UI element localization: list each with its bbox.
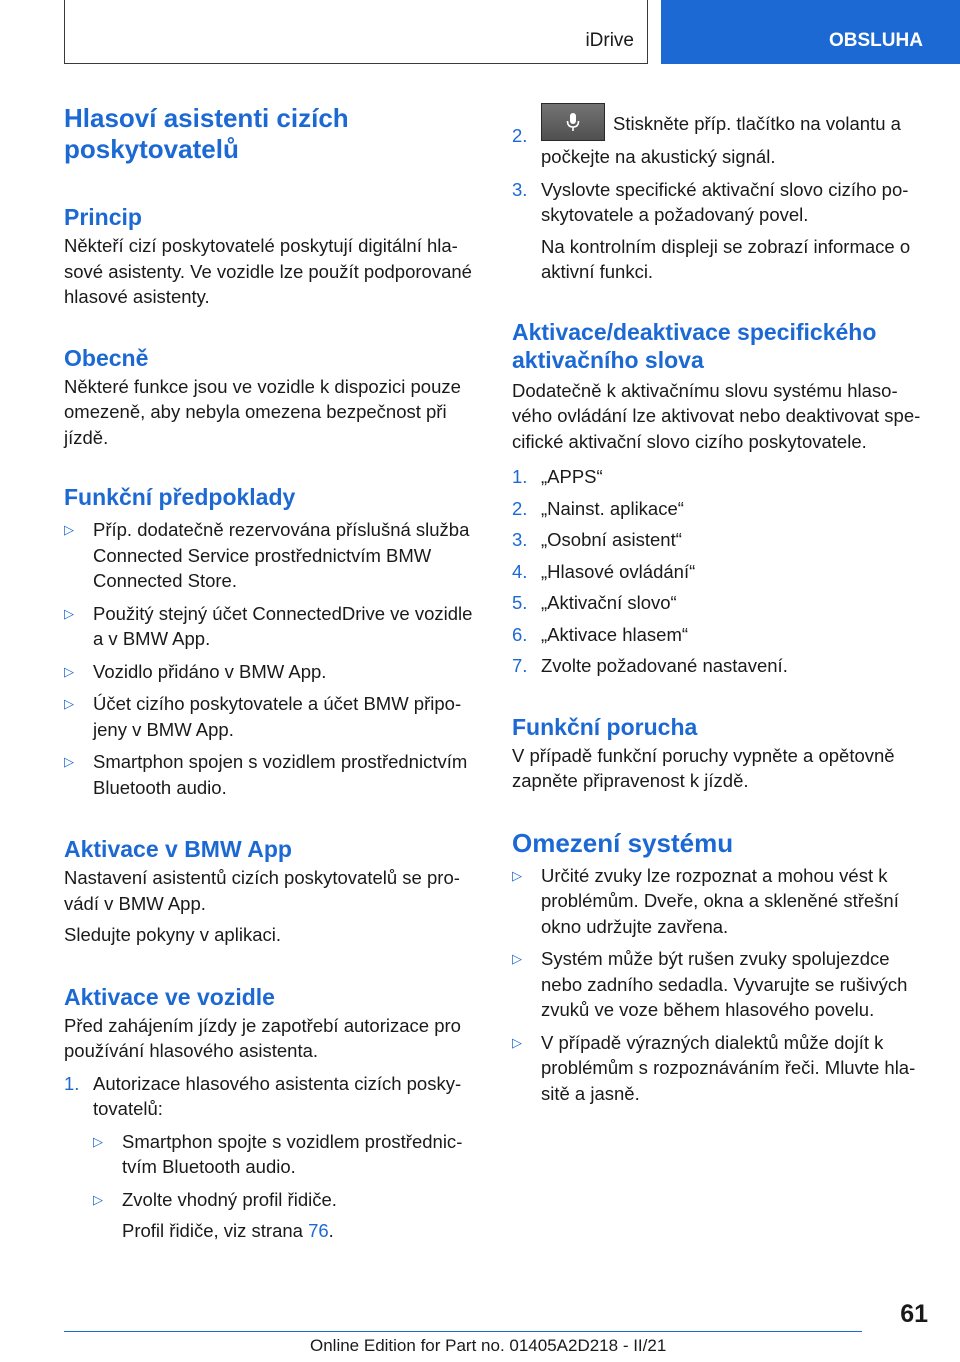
list-item: 6. „Aktivace hlasem“: [512, 622, 928, 648]
step-number: 4.: [512, 560, 528, 582]
fault-text: V případě funkční poruchy vypněte a opětovně zapněte připravenost k jízdě.: [512, 744, 895, 791]
footer-edition: Online Edition for Part no. 01405A2D218 - II/21: [310, 1336, 667, 1355]
step-number: 1.: [512, 466, 528, 487]
heading-system-limits: Omezení systému: [512, 827, 734, 858]
heading-general: Obecně: [64, 344, 149, 371]
list-item: ▷ Vozidlo přidáno v BMW App.: [64, 659, 478, 685]
list-item: ▷ Určité zvuky lze rozpoznat a mohou vést k problémům. Dveře, okna a skleněné střešní okno udržujte zavřena.: [512, 864, 899, 937]
step-number: 6.: [512, 623, 528, 645]
list-item: 7. Zvolte požadované nastavení.: [512, 653, 928, 679]
header-frame: [64, 0, 648, 64]
list-item: 2. „Nainst. aplikace“: [512, 496, 928, 522]
list-item: ▷ Smartphon spojen s vozidlem prostřednictvím Bluetooth audio.: [64, 751, 468, 798]
wake-word-text: Dodatečně k aktivačnímu slovu systému hlasového ovládání lze aktivovat nebo deaktivovat specifické aktivační slovo cizího poskytovatele.: [512, 379, 921, 452]
list-item: 3. „Osobní asistent“: [512, 527, 928, 553]
heading-activation-app: Aktivace v BMW App: [64, 836, 292, 862]
vehicle-text: Před zahájením jízdy je zapotřebí autorizace pro používání hlasového asistenta.: [64, 1014, 461, 1061]
list-item: ▷ Účet cizího poskytovatele a účet BMW připojeny v BMW App.: [64, 693, 462, 740]
list-item: 2. Stiskněte příp. tlačítko na volantu a počkejte na akustický signál.: [512, 106, 928, 170]
list-item: 5. „Aktivační slovo“: [512, 590, 928, 616]
general-text: Některé funkce jsou ve vozidle k dispozici pouze omezeně, aby nebyla omezena bezpečnost při jízdě.: [64, 375, 461, 448]
bullet-triangle-icon: ▷: [64, 754, 74, 769]
bullet-triangle-icon: ▷: [64, 522, 74, 537]
wake-word-steps: [512, 464, 928, 679]
vehicle-steps-continued: [512, 106, 928, 285]
microphone-icon: [566, 112, 580, 132]
list-item: 1. „APPS“: [512, 464, 928, 490]
step-number: 1.: [64, 1072, 80, 1094]
bullet-triangle-icon: ▷: [93, 1133, 103, 1149]
driver-profile-note: Profil řidiče, viz strana 76.: [122, 1220, 334, 1241]
bullet-triangle-icon: ▷: [512, 867, 522, 883]
voice-button-graphic: [541, 103, 605, 141]
principle-text: Někteří cizí poskytovatelé poskytují digitální hlasové asistenty. Ve vozidle lze použít podporované hlasové asistenty.: [64, 235, 472, 307]
footer-divider: [64, 1331, 862, 1332]
step-number: 7.: [512, 655, 528, 676]
heading-activation-vehicle: Aktivace ve vozidle: [64, 983, 275, 1010]
list-item: ▷ Příp. dodatečně rezervována příslušná služba Connected Service prostřednictvím BMW Connected Store.: [64, 519, 470, 591]
bullet-triangle-icon: ▷: [64, 663, 74, 679]
step-number: 3.: [512, 178, 528, 200]
bullet-triangle-icon: ▷: [93, 1191, 103, 1207]
step-number: 3.: [512, 529, 528, 550]
bullet-triangle-icon: ▷: [512, 1034, 522, 1050]
page-link-76[interactable]: 76: [308, 1220, 329, 1241]
step3-note: Na kontrolním displeji se zobrazí informace o aktivní funkci.: [541, 235, 911, 282]
list-item: ▷ Zvolte vhodný profil řidiče. Profil řidiče, viz strana 76.: [93, 1187, 478, 1244]
heading-prerequisites: Funkční předpoklady: [64, 484, 296, 510]
step-number: 2.: [512, 125, 528, 146]
heading-principle: Princip: [64, 204, 142, 230]
right-column: [512, 106, 928, 1106]
system-limits-list: [512, 863, 928, 1107]
heading-wake-word: Aktivace/deaktivace specifického aktivačního slova: [512, 318, 877, 373]
left-column: [64, 103, 478, 1244]
list-item: 3. Vyslovte specifické aktivační slovo cizího poskytovatele a požadovaný povel. Na kontrolním displeji se zobrazí informace o aktivní funkci.: [512, 177, 928, 285]
app-text-2: Sledujte pokyny v aplikaci.: [64, 924, 281, 945]
heading-fault: Funkční porucha: [512, 713, 698, 740]
step-number: 2.: [512, 497, 528, 519]
page-title: Hlasoví asistenti cizích poskytovatelů: [64, 103, 349, 164]
header-tab-obsluha[interactable]: OBSLUHA: [661, 0, 960, 64]
list-item: ▷ V případě výrazných dialektů může dojít k problémům s rozpoznáváním řeči. Mluvte hlasitě a jasně.: [512, 1031, 916, 1104]
list-item: ▷ Použitý stejný účet ConnectedDrive ve vozidle a v BMW App.: [64, 602, 473, 649]
app-text-1: Nastavení asistentů cizích poskytovatelů se provádí v BMW App.: [64, 867, 460, 914]
vehicle-steps: [64, 1071, 478, 1244]
bullet-triangle-icon: ▷: [64, 605, 74, 621]
vehicle-substeps: [93, 1129, 478, 1244]
header-section-label: iDrive: [585, 30, 634, 51]
step-number: 5.: [512, 592, 528, 613]
bullet-triangle-icon: ▷: [512, 951, 522, 966]
list-item: ▷ Systém může být rušen zvuky spolujezdce nebo zadního sedadla. Vyvarujte se rušivých zvuků ve voze během hlasového povelu.: [512, 948, 908, 1020]
bullet-triangle-icon: ▷: [64, 696, 74, 711]
list-item: 1. Autorizace hlasového asistenta cizích poskytovatelů: ▷ Smartphon spojte s vozidlem prostřednictvím Bluetooth audio. ▷ Zvolte vhodný profil řidiče. Profil řidiče, viz strana 76.: [64, 1071, 478, 1244]
list-item: 4. „Hlasové ovládání“: [512, 559, 928, 585]
list-item: ▷ Smartphon spojte s vozidlem prostřednictvím Bluetooth audio.: [93, 1130, 463, 1177]
page-number: 61: [900, 1300, 928, 1328]
prerequisites-list: [64, 517, 478, 800]
